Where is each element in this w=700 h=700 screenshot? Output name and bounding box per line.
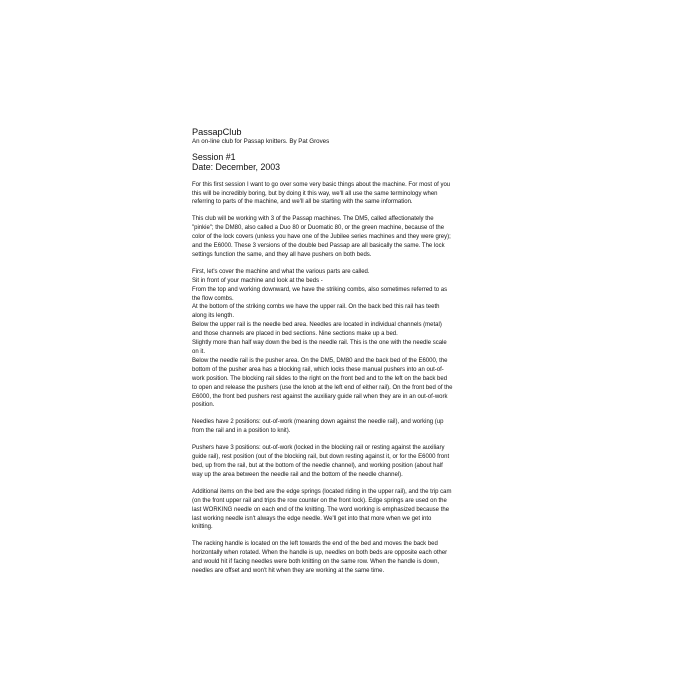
session-number: Session #1 [192, 152, 236, 162]
paragraph-intro: For this first session I want to go over some very basic things about the machine. For most of you this will be incredibly boring, but by doing it this way, we'll all use the same terminology when referring to parts of the machine, and we'll all be starting with the same information. [192, 181, 451, 206]
document-subtitle: An on-line club for Passap knitters. By Pat Groves [192, 138, 330, 145]
paragraph-racking-handle: The racking handle is located on the left towards the end of the bed and moves the back bed horizontally when rotated. When the handle is up, needles on both beds are opposite each other and would hit if facing needles were both knitting on the same row. When the handle is down, needles are offset and won't hit when they are working at the same time. [192, 541, 448, 575]
paragraph-pusher-positions: Pushers have 3 positions: out-of-work (locked in the blocking rail or resting against the auxiliary guide rail), rest position (out of the blocking rail, but down resting against it, or for the E6000 front bed, up from the rail, but at the bottom of the needle channel), and working position (about half way up the area between the needle rail and the bottom of the needle channel). [192, 445, 450, 478]
session-date: Date: December, 2003 [192, 161, 281, 172]
document-content [192, 127, 518, 576]
paragraph-additional-items: Additional items on the bed are the edge springs (located riding in the upper rail), and the trip cam (on the front upper rail and trips the row counter on the front lock). Edge springs are used on the last WORKING needle on each end of the knitting. The word working is emphasized because the last working needle isn't always the edge needle. We'll get into that more when we get into knitting. [192, 488, 452, 531]
paragraph-machines: This club will be working with 3 of the Passap machines. The DM5, called affectionately the "pinkie"; the DM80, also called a Duo 80 or Duomatic 80, or the green machine, because of the color of the lock covers (unless you have one of the Jubilee series machines and they were grey); and the E6000. These 3 versions of the double bed Passap are all basically the same. The lock settings function the same, and they all have pushers on both beds. [192, 216, 451, 258]
paragraph-machine-parts: First, let's cover the machine and what the various parts are called. Sit in front of your machine and look at the beds - From the top and working downward, we have the striking combs, also sometimes referred to as the flow combs. At the bottom of the striking combs we have the upper rail. On the back bed this rail has teeth along its length. Below the upper rail is the needle bed area. Needles are located in individual channels (metal) and those channels are placed in bed sections. Nine sections make up a bed. Slightly more than half way down the bed is the needle rail. This is the one with the needle scale on it. Below the needle rail is the pusher area. On the DM5, DM80 and the back bed of the E6000, the bottom of the pusher area has a blocking rail, which locks these manual pushers into an out-of- work position. The blocking rail slides to the right on the front bed and to the left on the back bed to open and release the pushers (use the knob at the left end of either rail). On the front bed of the E6000, the front bed pushers rest against the auxiliary guide rail when they are in an out-of-work position. [192, 268, 453, 409]
document-title: PassapClub [192, 127, 242, 137]
paragraph-needle-positions: Needles have 2 positions: out-of-work (meaning down against the needle rail), and working (up from the rail and in a position to knit). [192, 419, 444, 435]
